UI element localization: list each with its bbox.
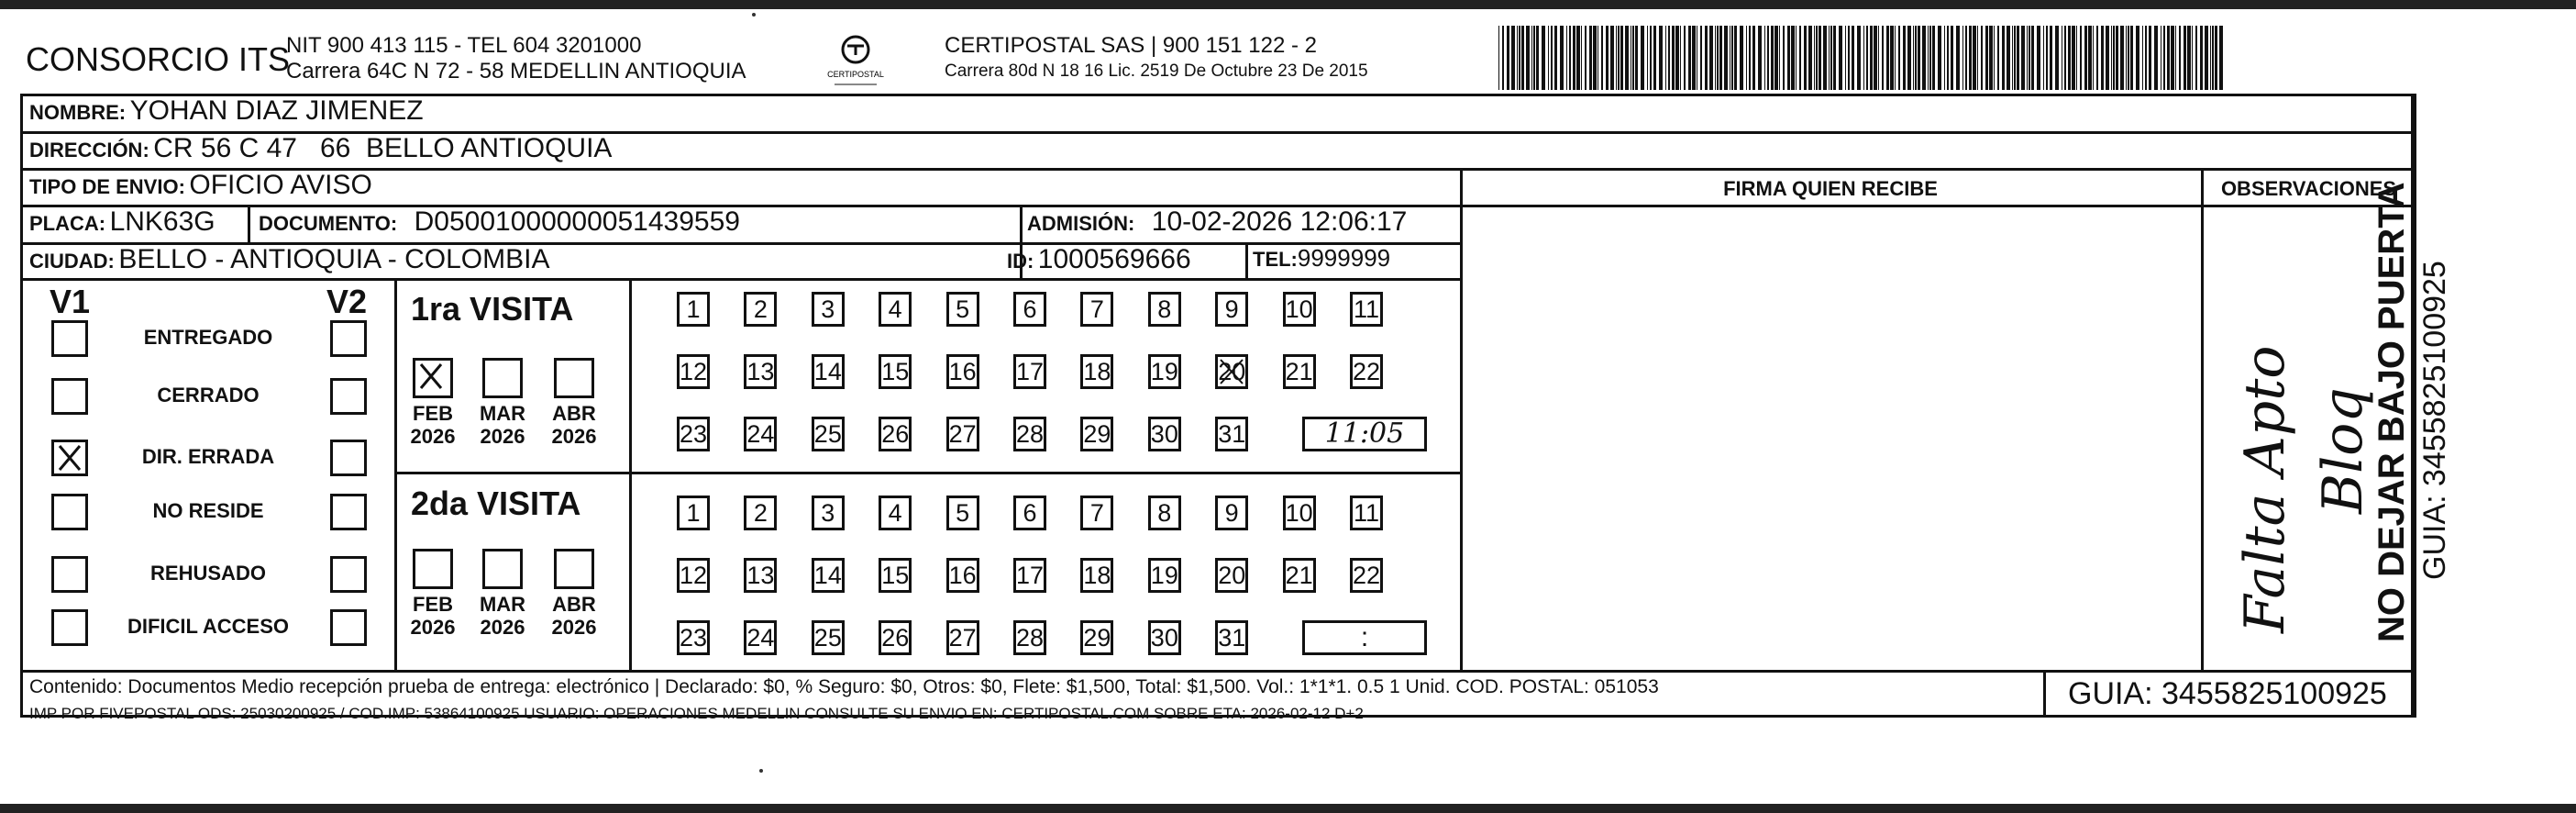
v1-checkbox[interactable]	[51, 556, 88, 593]
day-box[interactable]: 2	[744, 292, 777, 327]
day-box[interactable]: 15	[879, 354, 912, 389]
admision-field	[1027, 206, 1407, 238]
day-box[interactable]: 13	[744, 558, 777, 593]
top-border	[0, 0, 2576, 9]
day-box[interactable]: 8	[1148, 496, 1181, 530]
guia-number: GUIA: 3455825100925	[2043, 673, 2410, 715]
month-checkbox[interactable]	[554, 549, 594, 589]
cert-line-1: CERTIPOSTAL SAS | 900 151 122 - 2	[945, 33, 1317, 58]
day-box[interactable]: 15	[879, 558, 912, 593]
nit-line: NIT 900 413 115 - TEL 604 3201000	[286, 33, 642, 58]
month-name: ABR	[552, 402, 596, 425]
day-box[interactable]: 21	[1283, 558, 1316, 593]
day-box[interactable]: 16	[946, 558, 979, 593]
day-box[interactable]: 21	[1283, 354, 1316, 389]
day-box[interactable]: 23	[677, 620, 710, 655]
observaciones-header: OBSERVACIONES	[2220, 177, 2397, 200]
tel-value: 9999999	[1297, 244, 1391, 272]
id-field	[1007, 244, 1191, 275]
cert-line-2: Carrera 80d N 18 16 Lic. 2519 De Octubre 23 De 2015	[945, 61, 1368, 81]
day-box[interactable]: 4	[879, 292, 912, 327]
admision-label: ADMISIÓN:	[1027, 212, 1135, 235]
day-box[interactable]: 1	[677, 496, 710, 530]
month-year: 2026	[551, 425, 597, 448]
v1-checkbox[interactable]	[51, 440, 88, 476]
side-warning: NO DEJAR BAJO PUERTA	[2371, 182, 2412, 642]
admision-value: 10-02-2026 12:06:17	[1151, 206, 1408, 237]
month-name: ABR	[552, 593, 596, 616]
day-box[interactable]: 30	[1148, 417, 1181, 451]
tipo-field	[29, 170, 372, 201]
status-label: REHUSADO	[150, 562, 266, 585]
direccion-field	[29, 133, 612, 164]
day-box[interactable]: 28	[1013, 620, 1046, 655]
cell-divider	[1245, 242, 1248, 278]
v2-checkbox[interactable]	[330, 440, 367, 476]
placa-label: PLACA:	[29, 212, 106, 235]
day-box[interactable]: 10	[1283, 496, 1316, 530]
month-year: 2026	[410, 616, 456, 639]
month-checkbox[interactable]	[413, 358, 453, 398]
v2-checkbox[interactable]	[330, 609, 367, 646]
month-label	[547, 402, 602, 448]
footer-print-info: IMP POR FIVEPOSTAL ODS: 25030200925 / COD.IMP: 53864100925 USUARIO: OPERACIONES MEDELLIN CONSULTE SU ENVIO EN: CERTIPOSTAL.COM SOBRE ETA: 2026-02-12 D+2	[29, 705, 1364, 722]
visit1-title: 1ra VISITA	[411, 290, 574, 328]
day-box[interactable]: 7	[1080, 496, 1113, 530]
status-label: NO RESIDE	[152, 499, 264, 522]
day-box[interactable]: 16	[946, 354, 979, 389]
day-box[interactable]: 27	[946, 620, 979, 655]
day-box[interactable]: 18	[1080, 354, 1113, 389]
time-box[interactable]: :	[1302, 620, 1427, 655]
v1-checkbox[interactable]	[51, 378, 88, 415]
signature-area[interactable]	[1460, 205, 2201, 670]
tel-label: TEL:	[1253, 248, 1298, 271]
day-box[interactable]: 2	[744, 496, 777, 530]
tipo-value: OFICIO AVISO	[189, 170, 372, 200]
day-box[interactable]: 25	[812, 417, 845, 451]
day-box[interactable]: 24	[744, 620, 777, 655]
v2-checkbox[interactable]	[330, 494, 367, 530]
month-label	[475, 402, 530, 448]
day-box[interactable]: 10	[1283, 292, 1316, 327]
day-box[interactable]: 26	[879, 620, 912, 655]
month-name: FEB	[413, 593, 453, 616]
day-box[interactable]: 27	[946, 417, 979, 451]
placa-value: LNK63G	[109, 206, 216, 237]
day-box[interactable]: 12	[677, 354, 710, 389]
day-box[interactable]: 20	[1215, 354, 1248, 389]
status-label: CERRADO	[157, 384, 260, 406]
day-box[interactable]: 6	[1013, 496, 1046, 530]
day-box[interactable]: 30	[1148, 620, 1181, 655]
documento-value: D05001000000051439559	[414, 206, 740, 237]
v1-checkbox[interactable]	[51, 320, 88, 357]
day-box[interactable]: 23	[677, 417, 710, 451]
certipostal-info	[945, 33, 1368, 84]
day-box[interactable]: 14	[812, 354, 845, 389]
visit2-title: 2da VISITA	[411, 484, 581, 522]
v1-header: V1	[50, 283, 91, 320]
day-box[interactable]: 1	[677, 292, 710, 327]
day-box[interactable]: 25	[812, 620, 845, 655]
documento-label: DOCUMENTO:	[259, 212, 398, 235]
handwritten-note-1: Falta Apto	[2233, 345, 2297, 633]
month-label	[405, 402, 460, 448]
day-box[interactable]: 29	[1080, 417, 1113, 451]
day-box[interactable]: 29	[1080, 620, 1113, 655]
documento-field	[259, 206, 740, 238]
v1-checkbox[interactable]	[51, 494, 88, 530]
tel-field	[1253, 244, 1390, 273]
id-value: 1000569666	[1037, 244, 1191, 274]
company-name: CONSORCIO ITS	[26, 40, 291, 78]
month-label	[475, 593, 530, 639]
month-label	[405, 593, 460, 639]
month-checkbox[interactable]	[482, 358, 523, 398]
month-year: 2026	[410, 425, 456, 448]
status-label: DIR. ERRADA	[141, 445, 275, 468]
day-box[interactable]: 18	[1080, 558, 1113, 593]
nombre-value: YOHAN DIAZ JIMENEZ	[129, 95, 424, 126]
barcode	[1498, 26, 2232, 90]
company-address: Carrera 64C N 72 - 58 MEDELLIN ANTIOQUIA	[286, 59, 746, 84]
speck	[752, 13, 756, 17]
direccion-value: CR 56 C 47 66 BELLO ANTIOQUIA	[153, 133, 613, 163]
cell-divider	[248, 205, 250, 242]
handwritten-note-2: Bloq	[2311, 387, 2375, 514]
v2-checkbox[interactable]	[330, 378, 367, 415]
day-box[interactable]: 17	[1013, 354, 1046, 389]
day-box[interactable]: 31	[1215, 620, 1248, 655]
day-box[interactable]: 6	[1013, 292, 1046, 327]
day-box[interactable]: 20	[1215, 558, 1248, 593]
id-label: ID:	[1007, 250, 1034, 273]
month-year: 2026	[480, 425, 525, 448]
row-line	[20, 278, 1460, 281]
status-label: ENTREGADO	[143, 326, 273, 349]
month-checkbox[interactable]	[413, 549, 453, 589]
tipo-label: TIPO DE ENVIO:	[29, 175, 185, 198]
ciudad-field	[29, 244, 549, 275]
day-box[interactable]: 13	[744, 354, 777, 389]
day-box[interactable]: 11	[1350, 292, 1383, 327]
month-name: MAR	[479, 402, 526, 425]
month-year: 2026	[480, 616, 525, 639]
v2-header: V2	[326, 283, 368, 320]
month-name: MAR	[479, 593, 526, 616]
side-guia: GUIA: 3455825100925	[2417, 261, 2452, 580]
v2-checkbox[interactable]	[330, 320, 367, 357]
day-box[interactable]: 11	[1350, 496, 1383, 530]
day-box[interactable]: 9	[1215, 292, 1248, 327]
day-box[interactable]: 24	[744, 417, 777, 451]
row-line	[20, 168, 2414, 171]
day-box[interactable]: 31	[1215, 417, 1248, 451]
month-checkbox[interactable]	[554, 358, 594, 398]
day-box[interactable]: 26	[879, 417, 912, 451]
month-name: FEB	[413, 402, 453, 425]
day-box[interactable]: 7	[1080, 292, 1113, 327]
v1-checkbox[interactable]	[51, 609, 88, 646]
bottom-border	[0, 804, 2576, 813]
day-box[interactable]: 19	[1148, 354, 1181, 389]
month-checkbox[interactable]	[482, 549, 523, 589]
month-year: 2026	[551, 616, 597, 639]
ciudad-value: BELLO - ANTIOQUIA - COLOMBIA	[118, 244, 550, 274]
firma-header: FIRMA QUIEN RECIBE	[1723, 177, 1938, 200]
status-label: DIFICIL ACCESO	[127, 615, 289, 638]
company-info	[286, 33, 746, 84]
day-box[interactable]: 17	[1013, 558, 1046, 593]
day-box[interactable]: 22	[1350, 558, 1383, 593]
nombre-field	[29, 95, 424, 127]
v2-checkbox[interactable]	[330, 556, 367, 593]
nombre-label: NOMBRE:	[29, 101, 127, 124]
day-box[interactable]: 8	[1148, 292, 1181, 327]
ciudad-label: CIUDAD:	[29, 250, 115, 273]
day-box[interactable]: 12	[677, 558, 710, 593]
placa-field	[29, 206, 216, 238]
day-box[interactable]: 5	[946, 496, 979, 530]
visit-divider	[394, 472, 1460, 474]
side-column-border	[2414, 94, 2416, 718]
day-box[interactable]: 4	[879, 496, 912, 530]
time-box[interactable]: 11:05	[1302, 417, 1427, 451]
day-box[interactable]: 9	[1215, 496, 1248, 530]
day-box[interactable]: 5	[946, 292, 979, 327]
day-box[interactable]: 19	[1148, 558, 1181, 593]
logo-text: CERTIPOSTAL	[827, 70, 884, 79]
day-box[interactable]: 3	[812, 496, 845, 530]
day-box[interactable]: 14	[812, 558, 845, 593]
month-label	[547, 593, 602, 639]
day-box[interactable]: 28	[1013, 417, 1046, 451]
direccion-label: DIRECCIÓN:	[29, 139, 149, 161]
day-box[interactable]: 3	[812, 292, 845, 327]
day-box[interactable]: 22	[1350, 354, 1383, 389]
speck	[759, 769, 763, 773]
footer-contents: Contenido: Documentos Medio recepción prueba de entrega: electrónico | Declarado: $0, % Seguro: $0, Otros: $0, Flete: $1,500, Total: $1,500. Vol.: 1*1*1. 0.5 1 Unid. COD. POSTAL: 051053	[29, 676, 1659, 697]
certipostal-logo	[824, 33, 888, 92]
